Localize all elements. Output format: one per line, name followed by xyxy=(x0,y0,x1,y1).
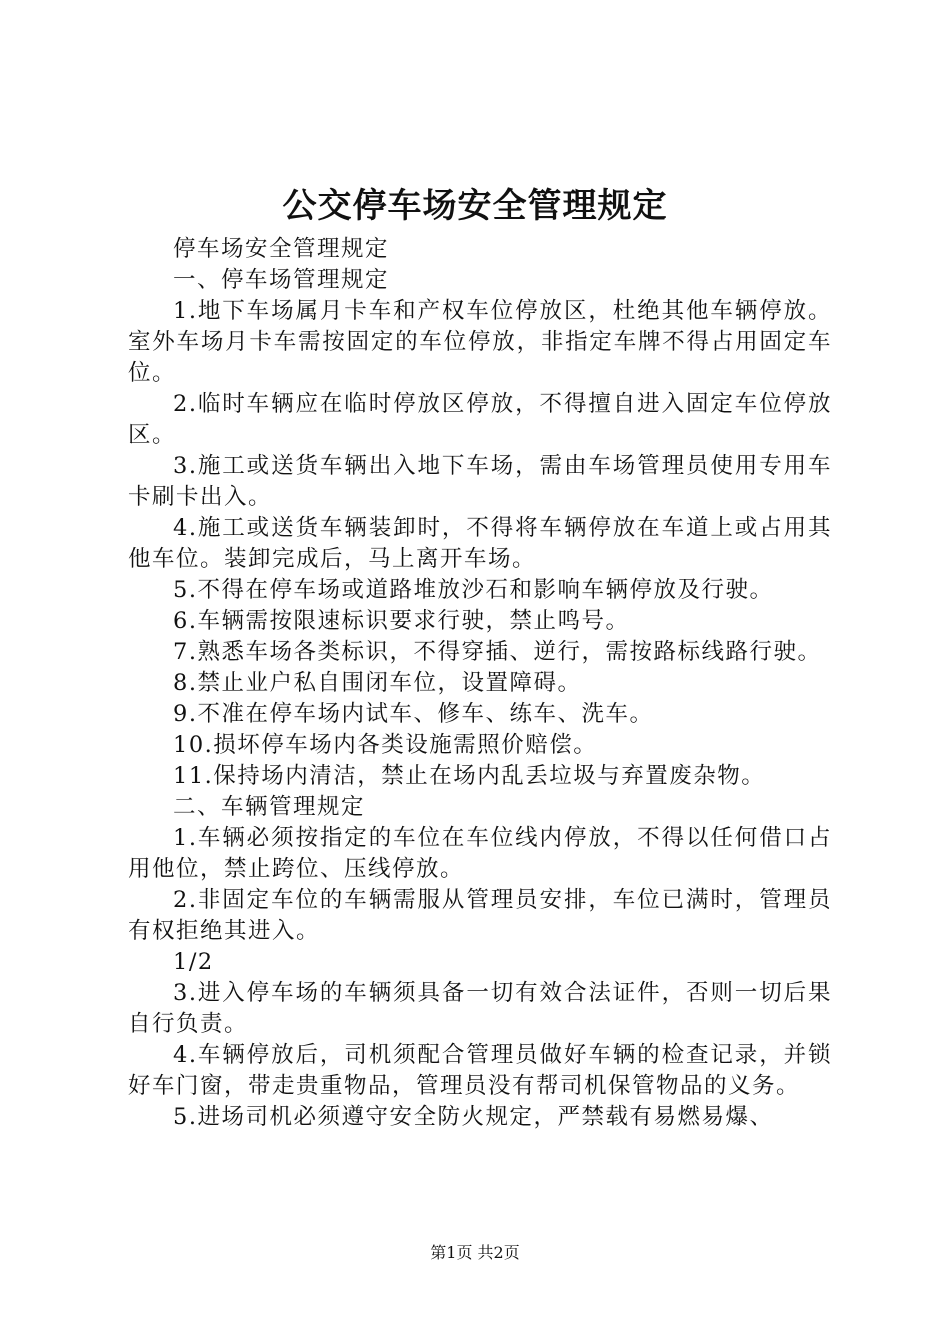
paragraph: 1.车辆必须按指定的车位在车位线内停放，不得以任何借口占用他位，禁止跨位、压线停放。 xyxy=(128,825,832,882)
paragraph: 4.施工或送货车辆装卸时，不得将车辆停放在车道上或占用其他车位。装卸完成后，马上离开车场。 xyxy=(128,515,832,572)
paragraph: 2.非固定车位的车辆需服从管理员安排，车位已满时，管理员有权拒绝其进入。 xyxy=(128,887,832,944)
document-body xyxy=(128,234,832,1133)
paragraph: 11.保持场内清洁，禁止在场内乱丢垃圾与弃置废杂物。 xyxy=(173,763,766,789)
paragraph: 3.进入停车场的车辆须具备一切有效合法证件，否则一切后果自行负责。 xyxy=(128,980,832,1037)
paragraph: 5.进场司机必须遵守安全防火规定，严禁载有易燃易爆、 xyxy=(173,1104,774,1130)
paragraph: 6.车辆需按限速标识要求行驶，禁止鸣号。 xyxy=(173,608,630,634)
paragraph: 10.损坏停车场内各类设施需照价赔偿。 xyxy=(173,732,598,758)
paragraph: 8.禁止业户私自围闭车位，设置障碍。 xyxy=(173,670,582,696)
paragraph: 4.车辆停放后，司机须配合管理员做好车辆的检查记录，并锁好车门窗，带走贵重物品，管理员没有帮司机保管物品的义务。 xyxy=(128,1042,832,1099)
paragraph: 7.熟悉车场各类标识，不得穿插、逆行，需按路标线路行驶。 xyxy=(173,639,822,665)
paragraph: 9.不准在停车场内试车、修车、练车、洗车。 xyxy=(173,701,654,727)
paragraph: 停车场安全管理规定 xyxy=(173,236,390,262)
paragraph: 5.不得在停车场或道路堆放沙石和影响车辆停放及行驶。 xyxy=(173,577,774,603)
section-heading: 一、停车场管理规定 xyxy=(173,267,390,293)
document-title: 公交停车场安全管理规定 xyxy=(282,186,668,226)
paragraph: 1.地下车场属月卡车和产权车位停放区，杜绝其他车辆停放。室外车场月卡车需按固定的车位停放，非指定车牌不得占用固定车位。 xyxy=(128,298,832,386)
paragraph: 3.施工或送货车辆出入地下车场，需由车场管理员使用专用车卡刷卡出入。 xyxy=(128,453,832,510)
page-footer: 第1页 共2页 xyxy=(430,1243,520,1262)
paragraph: 2.临时车辆应在临时停放区停放，不得擅自进入固定车位停放区。 xyxy=(128,391,832,448)
section-heading: 二、车辆管理规定 xyxy=(173,794,366,820)
page-marker: 1/2 xyxy=(173,949,214,975)
